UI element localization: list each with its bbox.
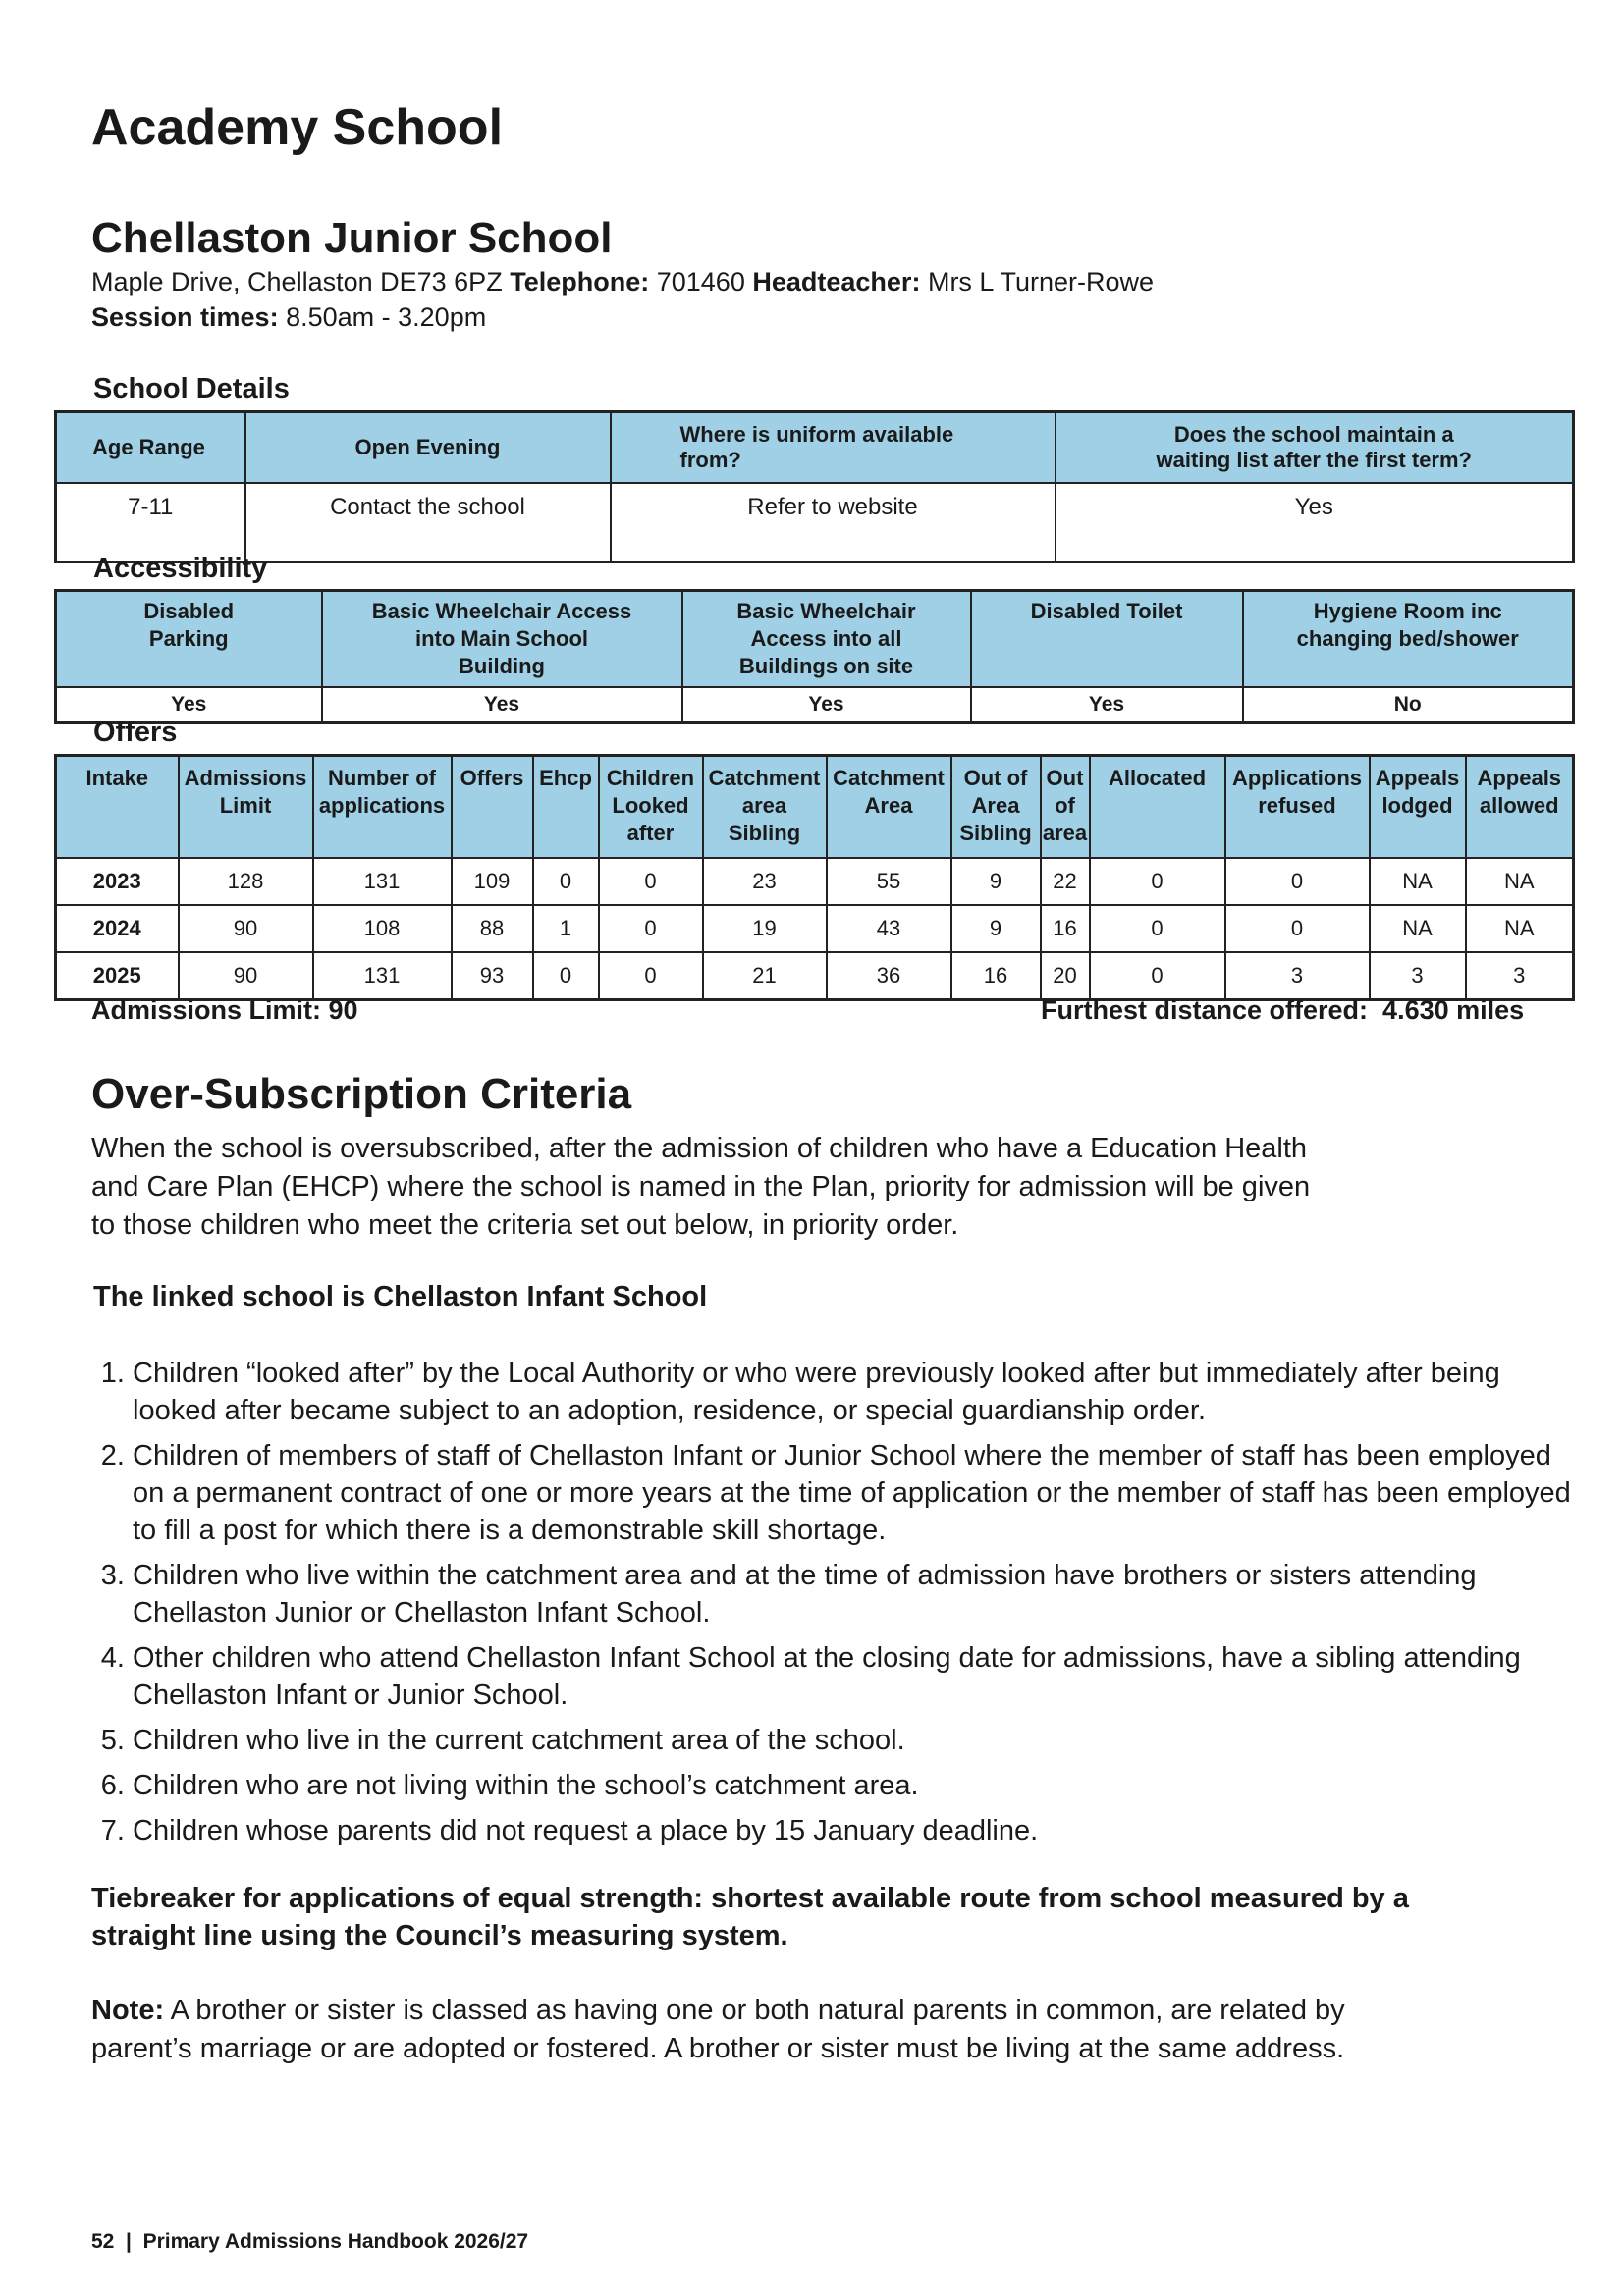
session-times-line — [91, 302, 486, 333]
table-cell: Yes — [56, 687, 322, 723]
table-cell: 131 — [313, 858, 452, 905]
table-header: Number of applications — [313, 756, 452, 859]
table-cell: 7-11 — [56, 483, 245, 562]
accessibility-label: Accessibility — [93, 553, 268, 584]
table-header: Basic Wheelchair Access into Main School Building — [322, 591, 682, 688]
table-cell: 2024 — [56, 905, 179, 952]
tiebreaker-line: straight line using the Council’s measuring system. — [91, 1920, 788, 1951]
list-item: 1. Children “looked after” by the Local Authority or who were previously looked after but immediately after being looked after became subject to an adoption, residence, or special guardianship order. — [133, 1355, 1586, 1429]
table-row — [56, 858, 1574, 905]
note-text: A brother or sister is classed as having one or both natural parents in common, are related by — [164, 1995, 1345, 2026]
table-header: Where is uniform available from? — [611, 412, 1056, 484]
table-cell: 55 — [827, 858, 951, 905]
table-header: Appeals allowed — [1466, 756, 1574, 859]
table-cell: 128 — [179, 858, 313, 905]
table-header: Does the school maintain a waiting list after the first term? — [1056, 412, 1574, 484]
table-header: Appeals lodged — [1370, 756, 1466, 859]
criteria-list — [91, 1355, 1586, 1857]
table-cell: 43 — [827, 905, 951, 952]
table-cell: 16 — [951, 952, 1041, 1000]
table-row — [56, 905, 1574, 952]
table-cell: 23 — [703, 858, 827, 905]
intro-line: When the school is oversubscribed, after the admission of children who have a Education Health — [91, 1133, 1308, 1164]
table-cell: 19 — [703, 905, 827, 952]
table-cell: NA — [1370, 858, 1466, 905]
table-cell: 0 — [1090, 858, 1225, 905]
table-header: Admissions Limit — [179, 756, 313, 859]
sibling-note — [91, 1992, 1345, 2068]
table-cell: 3 — [1370, 952, 1466, 1000]
table-cell: 9 — [951, 858, 1041, 905]
table-cell: 0 — [599, 858, 703, 905]
list-item: 6. Children who are not living within the school’s catchment area. — [133, 1767, 1586, 1804]
table-cell: 0 — [533, 952, 599, 1000]
table-header: Disabled Parking — [56, 591, 322, 688]
table-cell: 16 — [1041, 905, 1090, 952]
note-label: Note: — [91, 1995, 165, 2026]
table-cell: 131 — [313, 952, 452, 1000]
table-header: Out of Area Sibling — [951, 756, 1041, 859]
table-cell: Yes — [322, 687, 682, 723]
table-cell: 0 — [1225, 905, 1370, 952]
table-cell: 20 — [1041, 952, 1090, 1000]
table-header: Catchment Area — [827, 756, 951, 859]
session-value: 8.50am - 3.20pm — [286, 302, 487, 332]
tiebreaker-line: Tiebreaker for applications of equal strength: shortest available route from school measured by a — [91, 1883, 1409, 1914]
school-address: Maple Drive, Chellaston DE73 6PZ — [91, 267, 503, 296]
list-item: 7. Children whose parents did not request a place by 15 January deadline. — [133, 1812, 1586, 1849]
table-header: Intake — [56, 756, 179, 859]
table-row — [56, 952, 1574, 1000]
note-line-1 — [91, 1992, 1345, 2030]
linked-school: The linked school is Chellaston Infant School — [93, 1281, 708, 1312]
table-cell: 22 — [1041, 858, 1090, 905]
table-header: Children Looked after — [599, 756, 703, 859]
offers-label: Offers — [93, 717, 178, 748]
table-cell: 2023 — [56, 858, 179, 905]
furthest-distance: Furthest distance offered: 4.630 miles — [1041, 995, 1525, 1025]
table-cell: 108 — [313, 905, 452, 952]
table-cell: 36 — [827, 952, 951, 1000]
intro-line: and Care Plan (EHCP) where the school is named in the Plan, priority for admission will be given — [91, 1171, 1311, 1202]
table-cell: Contact the school — [245, 483, 611, 562]
accessibility-table — [54, 589, 1575, 724]
list-item: 2. Children of members of staff of Chellaston Infant or Junior School where the member of staff has been employed on a permanent contract of one or more years at the time of application or the member of staff has been employed to fill a post for which there is a demonstrable skill shortage. — [133, 1437, 1586, 1549]
admissions-limit: Admissions Limit: 90 — [91, 995, 358, 1025]
table-cell: 0 — [599, 952, 703, 1000]
criteria-heading: Over-Subscription Criteria — [91, 1070, 632, 1118]
telephone-value: 701460 — [656, 267, 745, 296]
list-item: 3. Children who live within the catchment area and at the time of admission have brothers or sisters attending Chellaston Junior or Chellaston Infant School. — [133, 1557, 1586, 1631]
table-header: Allocated — [1090, 756, 1225, 859]
table-cell: 0 — [1225, 858, 1370, 905]
table-cell: 3 — [1466, 952, 1574, 1000]
school-details-table — [54, 410, 1575, 563]
table-header-row — [56, 591, 1574, 688]
table-header-row — [56, 412, 1574, 484]
table-cell: Refer to website — [611, 483, 1056, 562]
table-cell: NA — [1466, 905, 1574, 952]
table-cell: 93 — [452, 952, 533, 1000]
school-details-label: School Details — [93, 373, 290, 404]
table-cell: 9 — [951, 905, 1041, 952]
table-cell: 90 — [179, 952, 313, 1000]
table-cell: NA — [1466, 858, 1574, 905]
table-cell: Yes — [971, 687, 1243, 723]
list-item: 4. Other children who attend Chellaston Infant School at the closing date for admissions, have a sibling attending Chellaston Infant or Junior School. — [133, 1639, 1586, 1714]
table-cell: 3 — [1225, 952, 1370, 1000]
table-cell: 1 — [533, 905, 599, 952]
table-cell: NA — [1370, 905, 1466, 952]
table-row — [56, 687, 1574, 723]
table-header-row — [56, 756, 1574, 859]
table-cell: Yes — [1056, 483, 1574, 562]
table-header: Hygiene Room inc changing bed/shower — [1243, 591, 1574, 688]
table-cell: 2025 — [56, 952, 179, 1000]
table-row — [56, 483, 1574, 562]
table-cell: No — [1243, 687, 1574, 723]
table-header: Basic Wheelchair Access into all Buildings on site — [682, 591, 971, 688]
table-cell: 0 — [599, 905, 703, 952]
table-header: Age Range — [56, 412, 245, 484]
intro-line: to those children who meet the criteria set out below, in priority order. — [91, 1209, 959, 1241]
table-header: Ehcp — [533, 756, 599, 859]
table-cell: 0 — [1090, 952, 1225, 1000]
telephone-label: Telephone: — [510, 267, 650, 296]
table-cell: 109 — [452, 858, 533, 905]
table-cell: 0 — [533, 858, 599, 905]
page-footer: 52 | Primary Admissions Handbook 2026/27 — [91, 2230, 529, 2253]
page-title: Academy School — [91, 99, 504, 156]
note-line-2: parent’s marriage or are adopted or fostered. A brother or sister must be living at the same address. — [91, 2033, 1345, 2064]
table-cell: 0 — [1090, 905, 1225, 952]
headteacher-value: Mrs L Turner-Rowe — [927, 267, 1155, 296]
tiebreaker — [91, 1880, 1409, 1954]
list-item: 5. Children who live in the current catchment area of the school. — [133, 1722, 1586, 1759]
table-header: Offers — [452, 756, 533, 859]
table-cell: 88 — [452, 905, 533, 952]
table-header: Disabled Toilet — [971, 591, 1243, 688]
school-contact-line — [91, 267, 1154, 297]
criteria-intro — [91, 1130, 1310, 1245]
table-cell: Yes — [682, 687, 971, 723]
table-header: Catchment area Sibling — [703, 756, 827, 859]
table-header: Applications refused — [1225, 756, 1370, 859]
session-label: Session times: — [91, 302, 279, 332]
table-cell: 90 — [179, 905, 313, 952]
school-name: Chellaston Junior School — [91, 214, 613, 262]
table-cell: 21 — [703, 952, 827, 1000]
table-header: Out of area — [1041, 756, 1090, 859]
offers-table — [54, 754, 1575, 1001]
headteacher-label: Headteacher: — [752, 267, 921, 296]
table-header: Open Evening — [245, 412, 611, 484]
